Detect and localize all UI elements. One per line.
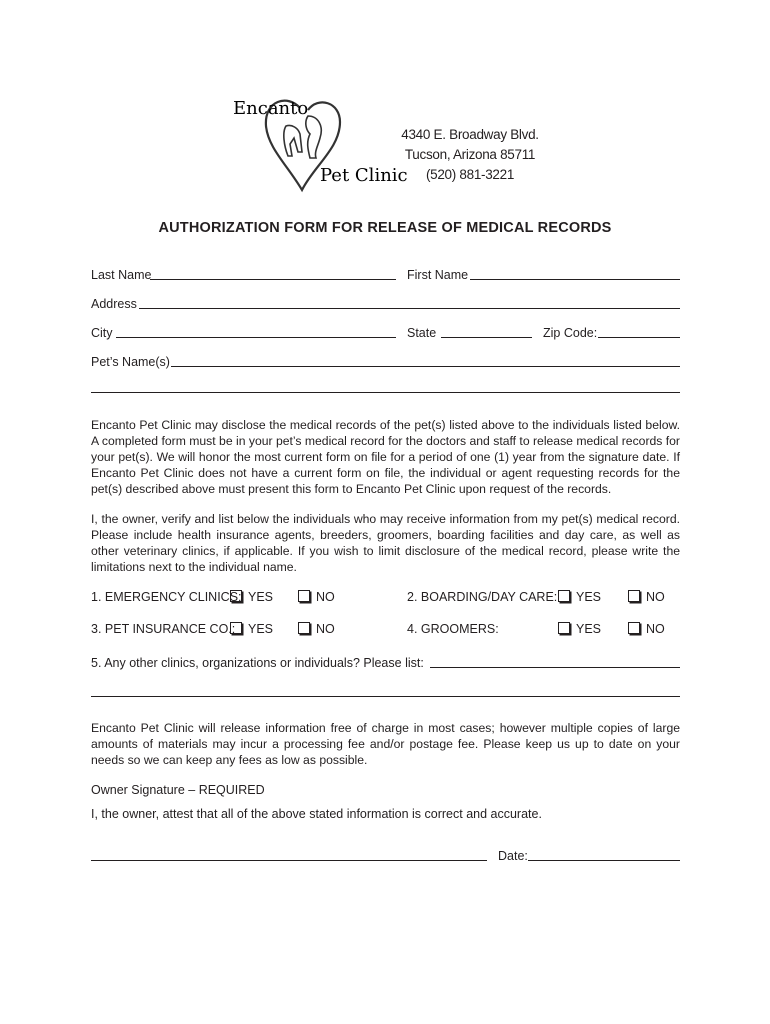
state-field[interactable] [441,337,532,338]
owner-attest-statement: I, the owner, attest that all of the above stated information is correct and accurate. [91,807,542,821]
city-field[interactable] [116,337,396,338]
checkbox-icon [230,590,242,602]
address-line-2: Tucson, Arizona 85711 [404,147,536,162]
last-name-field[interactable] [150,279,396,280]
signature-field[interactable] [91,860,487,861]
zip-field[interactable] [598,337,680,338]
checkbox-icon [298,622,310,634]
no-label: NO [646,590,665,604]
emergency-no-checkbox[interactable] [298,590,335,604]
no-label: NO [646,622,665,636]
emergency-clinics-label: 1. EMERGENCY CLINICS: [91,590,242,604]
date-field[interactable] [528,860,680,861]
pet-insurance-label: 3. PET INSURANCE CO.: [91,622,236,636]
clinic-phone: (520) 881-3221 [425,167,515,182]
other-clinics-label: 5. Any other clinics, organizations or individuals? Please list: [91,656,424,670]
pets-name-label: Pet’s Name(s) [91,355,170,369]
no-label: NO [316,590,335,604]
owner-verify-paragraph: I, the owner, verify and list below the individuals who may receive information from my pet(s) medical record. Please include health insurance agents, breeders, groomers, boarding facilities and day care, as well as other veterinary clinics, if applicable. If you wish to limit disclosure of the medical record, please write the limitations next to the individual name. [91,512,680,574]
first-name-label: First Name [407,268,469,282]
date-label: Date: [498,849,528,863]
groomers-no-checkbox[interactable] [628,622,665,636]
first-name-field[interactable] [470,279,680,280]
no-label: NO [316,622,335,636]
heart-pet-logo-icon [228,86,408,196]
groomers-label: 4. GROOMERS: [407,622,499,636]
other-clinics-field-line-2[interactable] [91,696,680,697]
yes-label: YES [248,622,274,636]
clinic-logo [228,86,408,196]
boarding-yes-checkbox[interactable] [558,590,601,604]
boarding-label: 2. BOARDING/DAY CARE: [407,590,558,604]
clinic-address [400,125,540,185]
groomers-yes-checkbox[interactable] [558,622,601,636]
checkbox-icon [628,622,640,634]
yes-label: YES [248,590,274,604]
fees-paragraph: Encanto Pet Clinic will release information free of charge in most cases; however multiple copies of large amounts of materials may incur a processing fee and/or postage fee. Please keep us up to date on your needs so we can keep any fees as low as possible. [91,721,680,767]
checkbox-icon [558,622,570,634]
pets-name-field-line-2[interactable] [91,392,680,393]
yes-label: YES [576,590,602,604]
address-label: Address [91,297,137,311]
form-title: AUTHORIZATION FORM FOR RELEASE OF MEDICAL RECORDS [158,220,612,236]
pets-name-field[interactable] [171,366,680,367]
address-line-1: 4340 E. Broadway Blvd. [401,127,539,142]
other-clinics-field[interactable] [430,667,680,668]
state-label: State [407,326,437,340]
last-name-label: Last Name [91,268,152,282]
city-label: City [91,326,113,340]
address-field[interactable] [139,308,680,309]
insurance-no-checkbox[interactable] [298,622,335,636]
checkbox-icon [558,590,570,602]
checkbox-icon [298,590,310,602]
insurance-yes-checkbox[interactable] [230,622,273,636]
logo-top-text: Encanto [233,98,309,119]
boarding-no-checkbox[interactable] [628,590,665,604]
yes-label: YES [576,622,602,636]
disclosure-paragraph: Encanto Pet Clinic may disclose the medical records of the pet(s) listed above to the individuals listed below. A completed form must be in your pet’s medical record for the doctors and staff to release medical records for your pet(s). We will honor the most current form on file for a period of one (1) year from the signature date. If Encanto Pet Clinic does not have a current form on file, the individual or agent requesting records for the pet(s) described above must present this form to Encanto Pet Clinic upon request of the records. [91,418,680,496]
checkbox-icon [628,590,640,602]
emergency-yes-checkbox[interactable] [230,590,273,604]
checkbox-icon [230,622,242,634]
zip-label: Zip Code: [543,326,598,340]
logo-bottom-text: Pet Clinic [320,165,408,186]
owner-signature-required: Owner Signature – REQUIRED [91,783,265,797]
